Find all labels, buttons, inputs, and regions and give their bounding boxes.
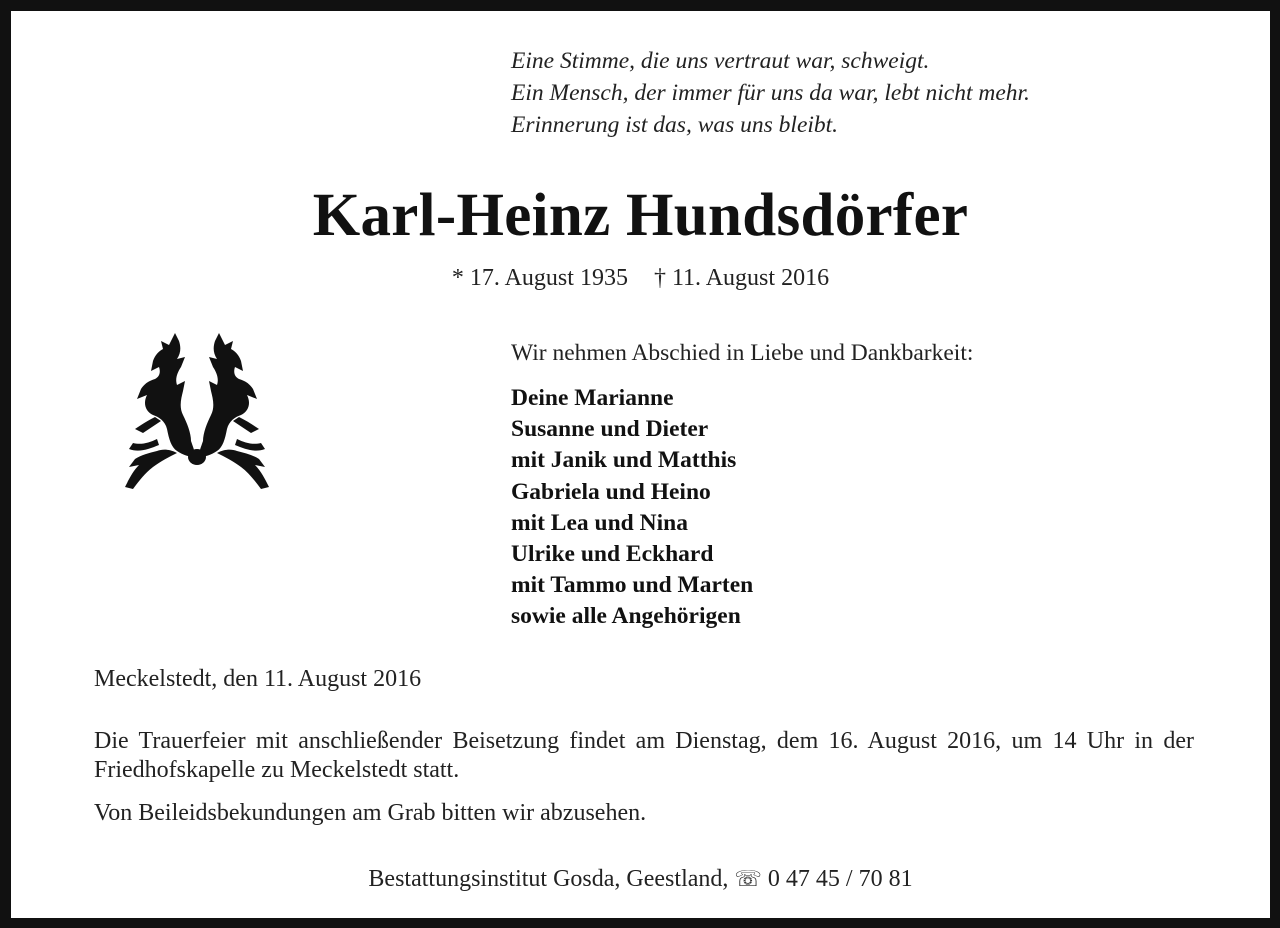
family-member: Ulrike und Eckhard — [511, 541, 714, 568]
family-member: Susanne und Dieter — [511, 416, 709, 443]
poem-line: Erinnerung ist das, was uns bleibt. — [511, 112, 839, 138]
place-date: Meckelstedt, den 11. August 2016 — [94, 666, 422, 692]
poem-line: Eine Stimme, die uns vertraut war, schweigt. — [511, 48, 930, 74]
life-dates — [11, 263, 1270, 293]
family-member: mit Janik und Matthis — [511, 447, 737, 474]
antlers-icon — [99, 329, 295, 501]
poem — [511, 45, 1030, 141]
family-member: Deine Marianne — [511, 385, 674, 411]
birth-date: * 17. August 1935 — [451, 265, 628, 291]
condolence-note: Von Beileidsbekundungen am Grab bitten wir abzusehen. — [94, 800, 647, 826]
farewell-text: Wir nehmen Abschied in Liebe und Dankbarkeit: — [511, 340, 974, 366]
family-member: mit Tammo und Marten — [511, 572, 754, 599]
ceremony-info: Die Trauerfeier mit anschließender Beisetzung findet am Dienstag, dem 16. August 2016, um 14 Uhr in der Friedhofskapelle zu Meckelstedt statt. — [94, 728, 1194, 783]
family-member: mit Lea und Nina — [511, 509, 688, 536]
death-date: † 11. August 2016 — [653, 265, 830, 291]
family-member: sowie alle Angehörigen — [511, 603, 741, 630]
funeral-home — [11, 863, 1270, 895]
funeral-home-name: Bestattungsinstitut Gosda, Geestland, — [368, 866, 729, 892]
phone-number: 0 47 45 / 70 81 — [767, 866, 913, 892]
family-member: Gabriela und Heino — [511, 478, 711, 505]
poem-line: Ein Mensch, der immer für uns da war, lebt nicht mehr. — [511, 80, 1030, 106]
deceased-name: Karl-Heinz Hundsdörfer — [312, 182, 969, 249]
phone-icon: ☏ — [734, 866, 762, 891]
family-list — [511, 383, 753, 633]
